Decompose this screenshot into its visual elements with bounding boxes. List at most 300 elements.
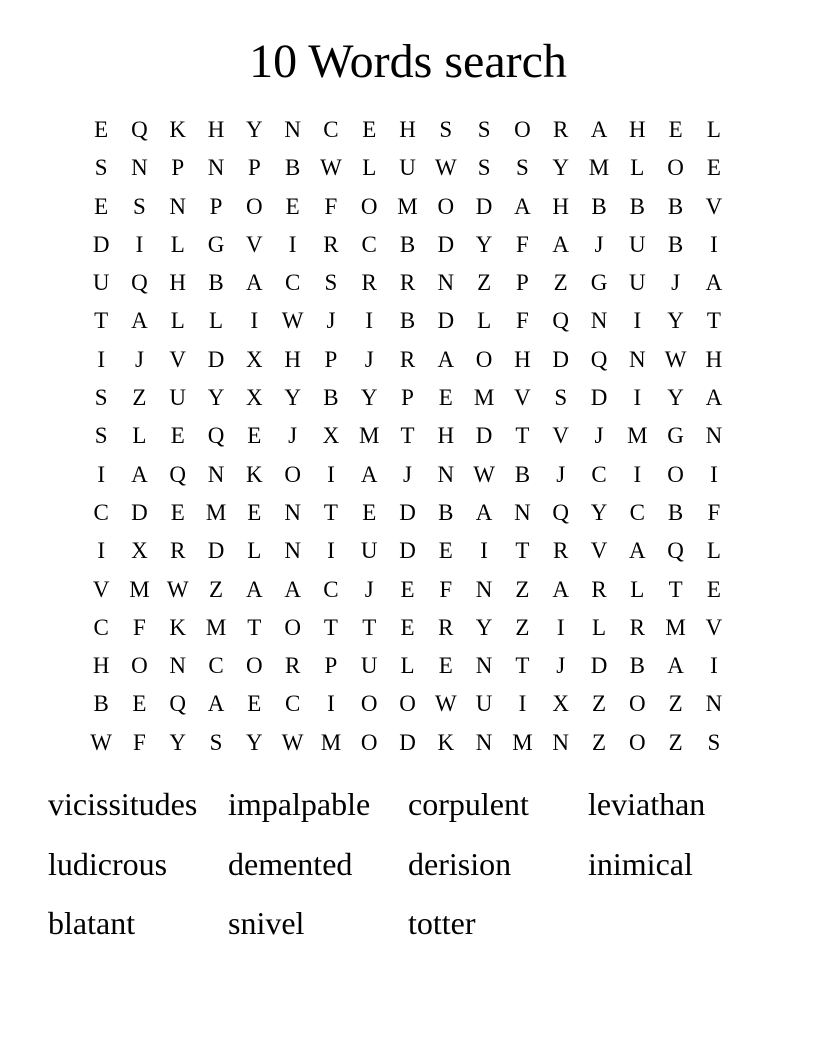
grid-row (82, 724, 734, 762)
grid-letter: W (90, 729, 112, 755)
grid-letter: S (554, 385, 568, 411)
grid-letter: Z (591, 691, 607, 717)
grid-letter: E (668, 117, 683, 142)
grid-row (82, 111, 734, 149)
grid-letter: O (360, 691, 378, 717)
grid-letter: T (515, 538, 530, 564)
grid-letter: E (362, 117, 377, 142)
grid-row (82, 379, 734, 417)
grid-letter: T (323, 499, 338, 525)
grid-letter: A (131, 461, 148, 487)
grid-letter: D (399, 538, 416, 564)
grid-letter: Q (207, 423, 225, 449)
grid-letter: R (591, 576, 607, 602)
grid-letter: S (477, 117, 491, 142)
grid-letter: C (629, 499, 645, 525)
grid-letter: L (400, 653, 415, 679)
grid-letter: R (399, 270, 416, 296)
grid-letter: Y (284, 385, 301, 411)
grid-letter: Q (552, 308, 570, 334)
grid-letter: B (514, 461, 531, 487)
grid-letter: D (399, 729, 416, 755)
grid-letter: Q (552, 499, 570, 525)
grid-row (82, 571, 734, 609)
grid-letter: Q (169, 461, 187, 487)
grid-letter: V (169, 346, 187, 372)
grid-letter: M (397, 193, 418, 219)
grid-letter: E (247, 423, 262, 449)
grid-letter: F (516, 231, 529, 257)
grid-letter: E (706, 576, 721, 602)
grid-letter: N (207, 461, 225, 487)
grid-letter: S (707, 729, 721, 755)
grid-letter: F (324, 193, 338, 219)
grid-letter: J (364, 346, 374, 372)
grid-letter: T (515, 423, 530, 449)
grid-letter: C (284, 691, 301, 717)
grid-letter: O (399, 691, 416, 717)
grid-letter: A (628, 538, 646, 564)
word-list-item: totter (408, 905, 476, 941)
word-list-item: demented (228, 845, 353, 882)
grid-letter: D (475, 423, 493, 449)
grid-letter: K (246, 461, 263, 487)
grid-row (82, 494, 734, 532)
grid-letter: Z (477, 270, 492, 296)
letter-grid (82, 111, 734, 762)
grid-letter: U (92, 270, 110, 296)
grid-letter: H (514, 346, 531, 372)
grid-letter: W (281, 308, 304, 334)
grid-letter: O (628, 691, 646, 717)
grid-letter: L (132, 423, 147, 449)
grid-letter: H (628, 117, 646, 142)
grid-letter: E (285, 193, 300, 219)
grid-letter: Y (552, 155, 570, 181)
grid-letter: A (475, 499, 493, 525)
grid-letter: S (94, 155, 108, 181)
grid-letter: B (323, 385, 339, 411)
grid-letter: I (327, 538, 335, 564)
grid-letter: X (246, 346, 263, 372)
grid-letter: D (207, 346, 225, 372)
grid-letter: S (324, 270, 338, 296)
grid-letter: E (94, 193, 109, 219)
grid-letter: P (401, 385, 414, 411)
grid-letter: B (667, 193, 684, 219)
grid-letter: R (399, 346, 416, 372)
grid-letter: D (399, 499, 416, 525)
grid-letter: D (131, 499, 148, 525)
grid-letter: Z (132, 385, 147, 411)
grid-letter: A (360, 461, 378, 487)
grid-letter: I (633, 461, 642, 487)
grid-letter: L (170, 231, 185, 257)
grid-row (82, 264, 734, 302)
grid-letter: V (552, 423, 570, 449)
grid-letter: C (323, 576, 339, 602)
grid-letter: P (209, 193, 223, 219)
grid-letter: A (552, 576, 570, 602)
grid-letter: Y (475, 614, 493, 640)
grid-letter: D (590, 653, 608, 679)
grid-letter: V (705, 193, 723, 219)
grid-letter: Q (590, 346, 608, 372)
grid-letter: Y (360, 385, 378, 411)
grid-letter: A (246, 576, 263, 602)
grid-letter: L (591, 614, 607, 640)
grid-letter: I (97, 346, 105, 372)
word-list-item: corpulent (408, 786, 529, 822)
grid-letter: Q (131, 117, 148, 142)
grid-letter: U (360, 653, 378, 679)
grid-letter: Y (207, 385, 225, 411)
grid-letter: U (475, 691, 493, 717)
grid-letter: M (512, 729, 533, 755)
grid-letter: J (134, 346, 144, 372)
grid-letter: S (133, 193, 146, 219)
grid-letter: N (207, 155, 225, 181)
grid-letter: C (93, 614, 109, 640)
grid-letter: Z (515, 614, 530, 640)
grid-letter: E (706, 155, 721, 181)
grid-letter: L (630, 576, 645, 602)
grid-letter: N (475, 576, 493, 602)
grid-letter: Y (169, 729, 187, 755)
grid-letter: R (629, 614, 645, 640)
grid-letter: H (705, 346, 723, 372)
grid-letter: I (250, 308, 259, 334)
grid-letter: E (170, 423, 185, 449)
grid-letter: R (323, 231, 339, 257)
grid-letter: X (131, 538, 148, 564)
grid-letter: Y (246, 117, 263, 142)
grid-letter: J (364, 576, 374, 602)
word-list-item: blatant (48, 905, 136, 941)
grid-letter: N (131, 155, 148, 181)
grid-letter: R (284, 653, 301, 679)
grid-letter: P (171, 155, 185, 181)
grid-letter: M (129, 576, 150, 602)
grid-letter: S (209, 729, 223, 755)
grid-letter: U (169, 385, 187, 411)
grid-letter: L (706, 538, 721, 564)
grid-letter: A (705, 270, 723, 296)
grid-letter: P (324, 346, 338, 372)
grid-letter: T (400, 423, 415, 449)
grid-letter: N (169, 193, 187, 219)
grid-letter: I (710, 461, 718, 487)
grid-letter: Z (209, 576, 224, 602)
grid-letter: B (399, 308, 416, 334)
grid-letter: P (324, 653, 338, 679)
grid-letter: E (438, 538, 453, 564)
grid-letter: I (365, 308, 374, 334)
grid-letter: H (92, 653, 110, 679)
grid-letter: Y (246, 729, 263, 755)
grid-letter: N (437, 270, 455, 296)
grid-letter: N (475, 653, 493, 679)
grid-letter: O (437, 193, 455, 219)
grid-letter: X (552, 691, 570, 717)
grid-letter: G (667, 423, 684, 449)
grid-row (82, 609, 734, 647)
grid-letter: K (437, 729, 455, 755)
grid-letter: Y (590, 499, 608, 525)
grid-letter: N (590, 308, 608, 334)
page-title: 10 Words search (249, 35, 567, 88)
grid-letter: L (247, 538, 262, 564)
grid-letter: L (630, 155, 645, 181)
grid-letter: D (437, 308, 455, 334)
grid-letter: U (628, 270, 646, 296)
grid-letter: L (362, 155, 377, 181)
grid-letter: I (633, 385, 642, 411)
grid-letter: W (166, 576, 189, 602)
grid-letter: B (399, 231, 416, 257)
grid-letter: I (288, 231, 297, 257)
grid-letter: N (514, 499, 531, 525)
grid-letter: T (94, 308, 109, 334)
grid-letter: Z (591, 729, 607, 755)
grid-row (82, 417, 734, 455)
grid-letter: E (247, 691, 262, 717)
grid-letter: F (707, 499, 721, 525)
grid-letter: N (705, 691, 723, 717)
grid-letter: H (207, 117, 225, 142)
grid-letter: O (284, 614, 301, 640)
grid-letter: E (94, 117, 109, 142)
grid-letter: X (322, 423, 340, 449)
grid-letter: I (518, 691, 527, 717)
grid-letter: N (628, 346, 646, 372)
grid-letter: T (362, 614, 377, 640)
grid-letter: H (437, 423, 455, 449)
grid-letter: T (247, 614, 262, 640)
grid-row (82, 532, 734, 570)
grid-letter: O (628, 729, 646, 755)
grid-letter: K (169, 614, 187, 640)
grid-letter: V (705, 614, 723, 640)
grid-letter: Z (668, 729, 683, 755)
grid-letter: A (437, 346, 455, 372)
grid-letter: B (667, 231, 684, 257)
grid-letter: J (288, 423, 298, 449)
grid-letter: Y (475, 231, 493, 257)
grid-letter: W (473, 461, 495, 487)
grid-letter: I (633, 308, 642, 334)
grid-letter: O (667, 461, 684, 487)
grid-letter: N (552, 729, 570, 755)
grid-letter: A (552, 231, 570, 257)
grid-letter: M (588, 155, 610, 181)
grid-row (82, 647, 734, 685)
grid-letter: R (438, 614, 454, 640)
grid-letter: Q (667, 538, 684, 564)
grid-letter: I (97, 461, 105, 487)
grid-letter: H (399, 117, 416, 142)
word-list-item: derision (408, 845, 512, 882)
grid-letter: M (627, 423, 648, 449)
grid-letter: W (434, 691, 457, 717)
grid-letter: E (247, 499, 262, 525)
grid-letter: S (439, 117, 453, 142)
grid-letter: D (552, 346, 570, 372)
grid-letter: H (284, 346, 301, 372)
grid-letter: A (590, 117, 608, 142)
grid-letter: R (361, 270, 377, 296)
grid-letter: A (514, 193, 531, 219)
grid-letter: C (591, 461, 607, 487)
grid-row (82, 149, 734, 187)
grid-letter: U (628, 231, 646, 257)
grid-letter: U (399, 155, 416, 181)
grid-letter: S (94, 423, 108, 449)
grid-letter: O (246, 653, 263, 679)
grid-letter: A (284, 576, 301, 602)
grid-letter: S (516, 155, 529, 181)
grid-letter: B (591, 193, 607, 219)
grid-row (82, 188, 734, 226)
grid-letter: L (209, 308, 224, 334)
grid-letter: R (170, 538, 186, 564)
grid-letter: Z (553, 270, 568, 296)
grid-letter: A (207, 691, 225, 717)
grid-letter: T (323, 614, 338, 640)
grid-letter: O (246, 193, 263, 219)
grid-letter: U (360, 538, 378, 564)
grid-letter: I (710, 231, 718, 257)
grid-letter: N (705, 423, 723, 449)
grid-letter: A (667, 653, 684, 679)
grid-letter: V (514, 385, 531, 411)
grid-letter: H (169, 270, 187, 296)
grid-letter: C (361, 231, 377, 257)
grid-letter: D (92, 231, 110, 257)
grid-letter: G (207, 231, 225, 257)
grid-letter: E (400, 614, 415, 640)
grid-letter: T (515, 653, 530, 679)
grid-row (82, 302, 734, 340)
grid-letter: E (400, 576, 415, 602)
grid-letter: B (284, 155, 301, 181)
grid-letter: B (208, 270, 224, 296)
word-list (48, 778, 768, 957)
grid-letter: O (475, 346, 493, 372)
grid-letter: F (133, 729, 146, 755)
grid-letter: Q (131, 270, 148, 296)
grid-letter: O (131, 653, 148, 679)
grid-letter: Z (515, 576, 530, 602)
grid-letter: E (438, 385, 453, 411)
grid-letter: D (437, 231, 455, 257)
grid-letter: O (667, 155, 684, 181)
grid-letter: I (556, 614, 565, 640)
grid-letter: J (594, 231, 604, 257)
word-list-item: snivel (228, 905, 305, 941)
grid-letter: W (664, 346, 687, 372)
grid-letter: M (205, 499, 227, 525)
grid-letter: E (132, 691, 147, 717)
grid-letter: D (590, 385, 608, 411)
grid-letter: L (170, 308, 185, 334)
grid-letter: J (326, 308, 336, 334)
grid-letter: W (320, 155, 342, 181)
grid-letter: A (246, 270, 263, 296)
grid-letter: N (284, 499, 301, 525)
grid-letter: H (552, 193, 570, 219)
grid-letter: B (93, 691, 109, 717)
grid-letter: I (710, 653, 718, 679)
grid-letter: B (629, 653, 645, 679)
grid-letter: B (629, 193, 645, 219)
grid-letter: N (475, 729, 493, 755)
grid-row (82, 685, 734, 723)
grid-letter: S (94, 385, 108, 411)
grid-letter: K (169, 117, 187, 142)
grid-letter: Y (667, 308, 684, 334)
grid-letter: D (475, 193, 493, 219)
grid-letter: B (438, 499, 454, 525)
grid-letter: Q (169, 691, 187, 717)
grid-letter: J (671, 270, 681, 296)
grid-row (82, 341, 734, 379)
grid-letter: R (553, 117, 569, 142)
grid-letter: J (403, 461, 412, 487)
grid-letter: N (437, 461, 455, 487)
grid-letter: C (284, 270, 301, 296)
grid-row (82, 456, 734, 494)
grid-letter: W (281, 729, 304, 755)
grid-letter: W (434, 155, 457, 181)
grid-letter: F (133, 614, 146, 640)
grid-letter: J (556, 461, 566, 487)
grid-letter: V (246, 231, 263, 257)
grid-letter: M (665, 614, 686, 640)
grid-letter: L (706, 117, 721, 142)
grid-letter: O (360, 729, 378, 755)
grid-letter: M (359, 423, 380, 449)
grid-letter: J (594, 423, 604, 449)
grid-letter: E (170, 499, 185, 525)
grid-row (82, 226, 734, 264)
grid-letter: P (247, 155, 261, 181)
grid-letter: C (93, 499, 109, 525)
grid-letter: O (284, 461, 301, 487)
grid-letter: S (477, 155, 491, 181)
grid-letter: Z (668, 691, 683, 717)
grid-letter: A (705, 385, 723, 411)
grid-letter: V (92, 576, 110, 602)
grid-letter: N (169, 653, 187, 679)
grid-letter: V (590, 538, 608, 564)
grid-letter: D (207, 538, 225, 564)
grid-letter: E (362, 499, 377, 525)
grid-letter: E (438, 653, 453, 679)
grid-letter: I (135, 231, 144, 257)
grid-letter: O (514, 117, 531, 142)
grid-letter: J (556, 653, 566, 679)
grid-letter: B (667, 499, 684, 525)
grid-letter: M (473, 385, 495, 411)
grid-letter: C (323, 117, 339, 142)
word-list-item: ludicrous (48, 845, 168, 882)
grid-letter: R (553, 538, 569, 564)
grid-letter: I (97, 538, 105, 564)
grid-letter: O (360, 193, 378, 219)
grid-letter: M (320, 729, 342, 755)
grid-letter: X (246, 385, 263, 411)
